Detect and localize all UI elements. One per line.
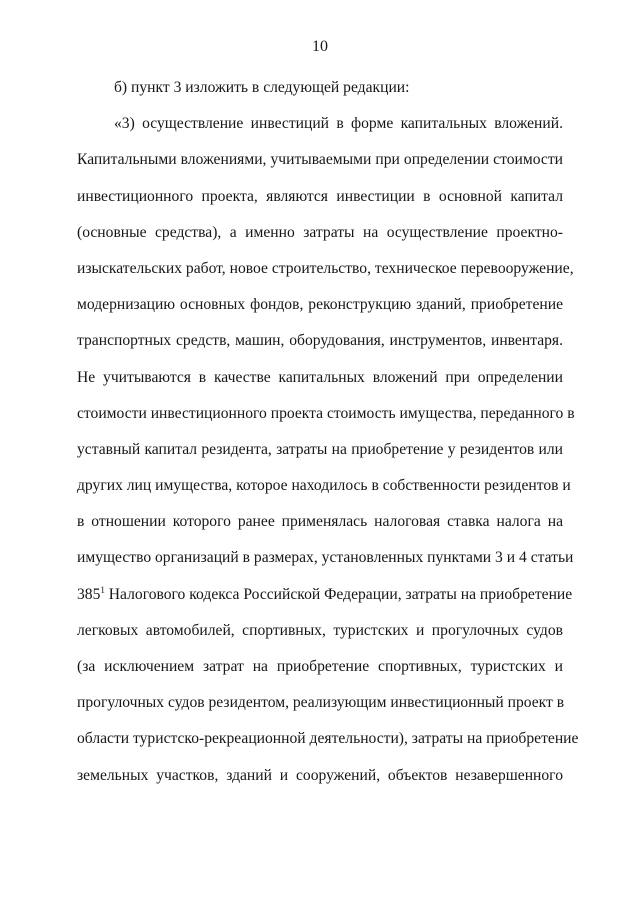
text-line: прогулочных судов резидентом, реализующим инвестиционный проект в bbox=[77, 694, 565, 712]
text-line: (основные средства), а именно затраты на осуществление проектно- bbox=[77, 223, 563, 241]
article-number: 385 bbox=[77, 585, 101, 603]
text-line: имущество организаций в размерах, установленных пунктами 3 и 4 статьи bbox=[77, 549, 574, 567]
text-line: стоимости инвестиционного проекта стоимость имущества, переданного в bbox=[77, 404, 575, 422]
text-line: Капитальными вложениями, учитываемыми при определении стоимости bbox=[77, 151, 563, 169]
text-line: области туристско-рекреационной деятельности), затраты на приобретение bbox=[77, 730, 579, 748]
text-line: изыскательских работ, новое строительство, техническое перевооружение, bbox=[77, 259, 574, 277]
text-line: Не учитываются в качестве капитальных вложений при определении bbox=[77, 368, 563, 386]
text-line bbox=[77, 577, 573, 613]
text-line: модернизацию основных фондов, реконструкцию зданий, приобретение bbox=[77, 296, 563, 314]
text-line: уставный капитал резидента, затраты на приобретение у резидентов или bbox=[77, 440, 563, 458]
text-line: земельных участков, зданий и сооружений, объектов незавершенного bbox=[77, 766, 563, 784]
article-reference bbox=[77, 586, 105, 603]
text-line: других лиц имущества, которое находилось в собственности резидентов и bbox=[77, 477, 571, 495]
article-superscript: 1 bbox=[100, 584, 105, 595]
text-line: легковых автомобилей, спортивных, туристских и прогулочных судов bbox=[77, 621, 563, 639]
document-body bbox=[77, 70, 579, 794]
text-line: «3) осуществление инвестиций в форме капитальных вложений. bbox=[114, 115, 563, 133]
text-line: б) пункт 3 изложить в следующей редакции: bbox=[114, 79, 410, 96]
text-line: в отношении которого ранее применялась налоговая ставка налога на bbox=[77, 513, 563, 531]
text-line: (за исключением затрат на приобретение спортивных, туристских и bbox=[77, 658, 563, 675]
text-line: транспортных средств, машин, оборудования, инструментов, инвентаря. bbox=[77, 332, 563, 350]
text-line-rest: Налогового кодекса Российской Федерации, затраты на приобретение bbox=[108, 585, 573, 603]
page-number: 10 bbox=[312, 38, 328, 55]
text-line: инвестиционного проекта, являются инвестиции в основной капитал bbox=[77, 187, 563, 205]
